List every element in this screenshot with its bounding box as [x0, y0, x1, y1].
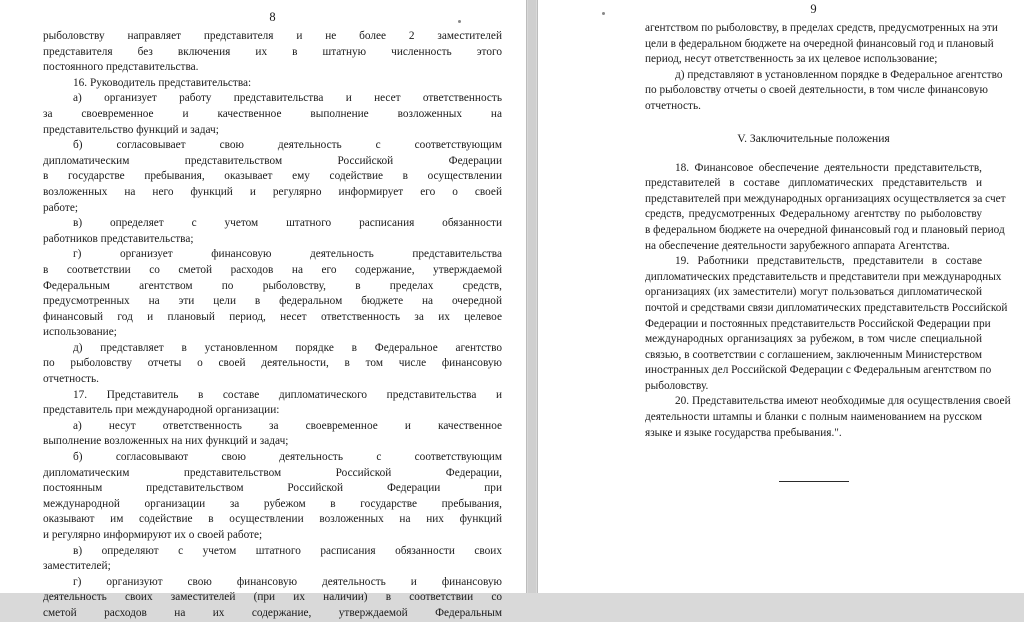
- right-document-page: [537, 0, 1024, 593]
- text-line: 19. Работники представительств, представители в составе: [675, 255, 982, 268]
- text-line: в соответствии со сметой расходов на его содержание, утверждаемой: [43, 263, 502, 276]
- scan-speck: [602, 12, 605, 15]
- text-line: использование;: [43, 326, 117, 339]
- text-line: д) представляет в установленном порядке в Федеральное агентство: [73, 341, 502, 354]
- right-page-body-bottom: [645, 161, 1011, 442]
- text-line: международной организации за рубежом в государстве пребывания,: [43, 497, 502, 510]
- text-line: иностранных дел Российской Федерации с Федеральным агентством по: [645, 364, 992, 377]
- text-line: выполнение возложенных на них функций и задач;: [43, 435, 289, 448]
- text-line: дипломатических представительств и представители при международных: [645, 270, 1002, 283]
- text-line: 20. Представительства имеют необходимые для осуществления своей: [675, 395, 1011, 408]
- left-page-body: [43, 29, 502, 622]
- text-line: 16. Руководитель представительства:: [73, 76, 252, 89]
- text-line: на обеспечение деятельности зарубежного аппарата Агентства.: [645, 239, 950, 252]
- text-line: г) организует финансовую деятельность представительства: [73, 248, 502, 261]
- text-line: международных организациях за рубежом, в том числе специальной: [645, 333, 982, 346]
- text-line: за своевременное и качественное выполнение возложенных на: [43, 107, 502, 120]
- text-line: работников представительства;: [43, 232, 194, 245]
- text-line: по рыболовству отчеты о своей деятельности, в том числе финансовую: [43, 357, 502, 370]
- text-line: работе;: [43, 201, 78, 214]
- text-line: в) определяют с учетом штатного расписания обязанности своих: [73, 544, 502, 557]
- text-line: дипломатическим представительством Российской Федерации: [43, 154, 502, 167]
- text-line: связью, в соответствии с соглашением, заключенным Министерством: [645, 348, 982, 361]
- text-line: оказывают им содействие в осуществлении возложенных на них функций: [43, 513, 502, 526]
- text-line: сметой расходов на их содержание, утверждаемой Федеральным: [43, 606, 502, 619]
- text-line: финансовый год и плановый период, несет ответственность за их целевое: [43, 310, 502, 323]
- text-line: почтой и средствами связи дипломатических представительств Российской: [645, 301, 1008, 314]
- text-line: агентством по рыболовству, в пределах средств, предусмотренных на эти: [645, 22, 998, 34]
- scan-speck: [458, 20, 461, 23]
- text-line: д) представляют в установленном порядке в Федеральное агентство: [675, 68, 1003, 81]
- text-line: средств, предусмотренных Федеральному агентству по рыболовству: [645, 208, 982, 221]
- text-line: Федеральным агентством по рыболовству, в пределах средств,: [43, 279, 502, 292]
- text-line: языке и языке государства пребывания.".: [645, 426, 842, 439]
- text-line: постоянного представительства.: [43, 61, 199, 74]
- text-line: Федерации и постоянных представительств Российской Федерации при: [645, 317, 991, 330]
- text-line: представителей при международных организациях осуществляется за счет: [645, 192, 1006, 205]
- text-line: цели в федеральном бюджете на очередной финансовый год и плановый: [645, 37, 994, 50]
- text-line: представителя без включения их в штатную численность этого: [43, 45, 502, 58]
- text-line: дипломатическим представительством Российской Федерации,: [43, 466, 502, 479]
- text-line: в государстве пребывания, оказывает ему содействие в осуществлении: [43, 170, 502, 183]
- text-line: а) несут ответственность за своевременное и качественное: [73, 419, 502, 432]
- text-line: постоянным представительством Российской Федерации при: [43, 482, 502, 495]
- text-line: б) согласовывают свою деятельность с соответствующим: [73, 451, 502, 464]
- page-gutter: [528, 0, 536, 593]
- text-line: в) определяет с учетом штатного расписания обязанности: [73, 217, 502, 230]
- text-line: представительство функций и задач;: [43, 123, 219, 136]
- text-line: в федеральном бюджете на очередной финансовый год и плановый период: [645, 223, 1005, 236]
- text-line: а) организует работу представительства и несет ответственность: [73, 92, 502, 105]
- text-line: предусмотренных на эти цели в федеральном бюджете на очередной: [43, 295, 502, 308]
- text-line: 18. Финансовое обеспечение деятельности представительств,: [675, 161, 982, 174]
- text-line: представителей в составе дипломатических представительств и: [645, 177, 982, 190]
- text-line: представитель при международной организации:: [43, 404, 280, 417]
- text-line: г) организуют свою финансовую деятельность и финансовую: [73, 575, 502, 588]
- text-line: б) согласовывает свою деятельность с соответствующим: [73, 139, 502, 152]
- section-heading: V. Заключительные положения: [737, 131, 890, 145]
- text-line: отчетность.: [645, 99, 701, 112]
- text-line: отчетность.: [43, 373, 99, 386]
- text-line: рыболовству.: [645, 379, 709, 392]
- text-line: организациях (их заместители) могут пользоваться дипломатической: [645, 286, 982, 299]
- text-line: и регулярно информируют их о своей работе;: [43, 529, 263, 541]
- text-line: рыболовству направляет представителя и не более 2 заместителей: [43, 30, 502, 42]
- end-rule: [779, 481, 849, 482]
- text-line: 17. Представитель в составе дипломатического представительства и: [73, 388, 502, 401]
- text-line: заместителей;: [43, 560, 111, 573]
- page-number: 9: [810, 2, 817, 16]
- text-line: возложенных на него функций и регулярно информирует его о своей: [43, 185, 502, 198]
- page-number: 8: [269, 10, 276, 24]
- text-line: период, несут ответственность за их целевое использование;: [645, 53, 938, 66]
- text-line: по рыболовству отчеты о своей деятельности, в том числе финансовую: [645, 84, 988, 97]
- text-line: деятельность своих заместителей (при их наличии) в соответствии со: [43, 591, 502, 604]
- text-line: деятельности штампы и бланки с полным наименованием на русском: [645, 411, 982, 424]
- right-page-body-top: [645, 21, 1003, 115]
